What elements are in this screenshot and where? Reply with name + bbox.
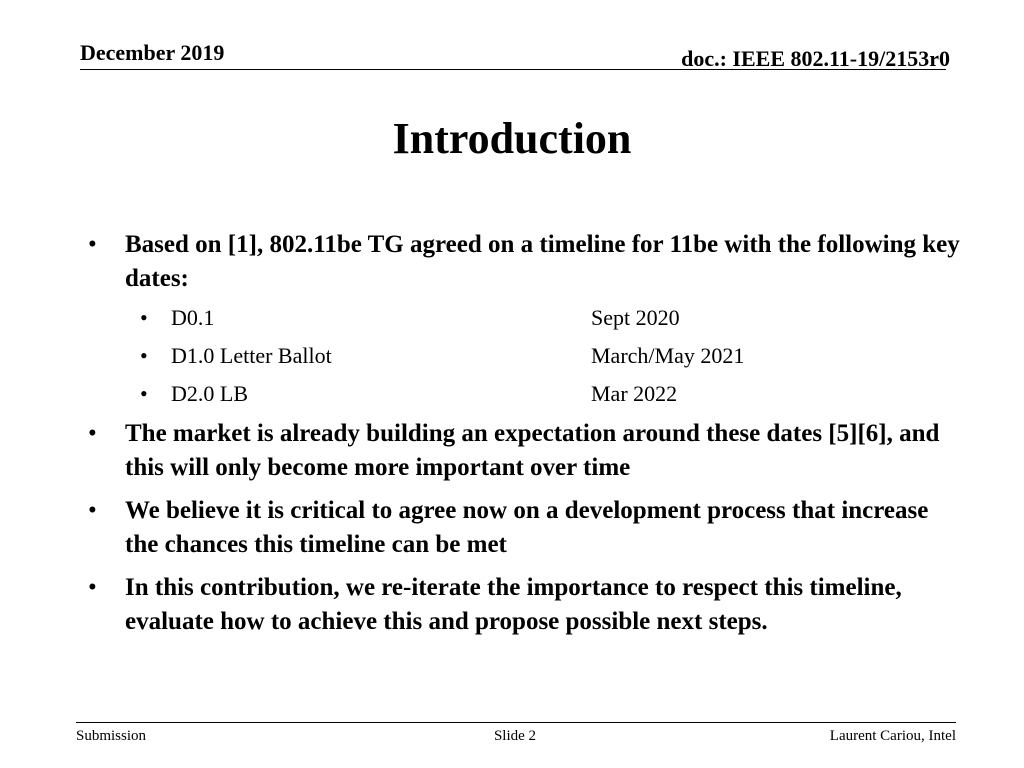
bullet-dot-icon: •: [88, 231, 97, 258]
header-doc-number: doc.: IEEE 802.11-19/2153r0: [681, 46, 950, 71]
key-date-item: [80, 299, 960, 337]
sub-bullet-dot-icon: •: [140, 343, 148, 368]
key-date-value: Mar 2022: [591, 381, 678, 406]
header-date: December 2019: [80, 40, 225, 65]
bullet-dot-icon: •: [88, 497, 97, 524]
bullet-item: [80, 228, 960, 296]
key-date-label: D1.0 Letter Ballot: [171, 343, 332, 368]
key-date-item: [80, 375, 960, 413]
key-date-item: [80, 337, 960, 375]
bullet-item: [80, 571, 960, 639]
bullet-text: We believe it is critical to agree now on a development process that increase the chances this timeline can be met: [125, 497, 929, 558]
footer-author: Laurent Cariou, Intel: [829, 728, 956, 744]
sub-bullet-dot-icon: •: [140, 305, 148, 330]
key-dates-list: [80, 299, 960, 413]
sub-bullet-dot-icon: •: [140, 381, 148, 406]
footer-divider: [76, 722, 956, 723]
key-date-value: Sept 2020: [591, 305, 680, 330]
bullet-text: The market is already building an expectation around these dates [5][6], and this will only become more important over time: [125, 420, 940, 481]
footer-submission: Submission: [76, 728, 147, 744]
bullet-text: Based on [1], 802.11be TG agreed on a timeline for 11be with the following key dates:: [125, 231, 960, 292]
bullet-dot-icon: •: [88, 420, 97, 447]
key-date-label: D0.1: [171, 305, 215, 330]
key-date-label: D2.0 LB: [171, 381, 248, 406]
bullet-item: [80, 417, 960, 485]
key-date-value: March/May 2021: [591, 343, 745, 368]
bullet-item: [80, 494, 960, 562]
footer-slide-number: Slide 2: [493, 728, 537, 744]
header-divider: [80, 69, 946, 70]
bullet-text: In this contribution, we re-iterate the importance to respect this timeline, evaluate how to achieve this and propose possible next steps.: [125, 574, 902, 635]
bullet-dot-icon: •: [88, 574, 97, 601]
slide-body: [80, 228, 960, 639]
slide-title: Introduction: [392, 114, 632, 163]
